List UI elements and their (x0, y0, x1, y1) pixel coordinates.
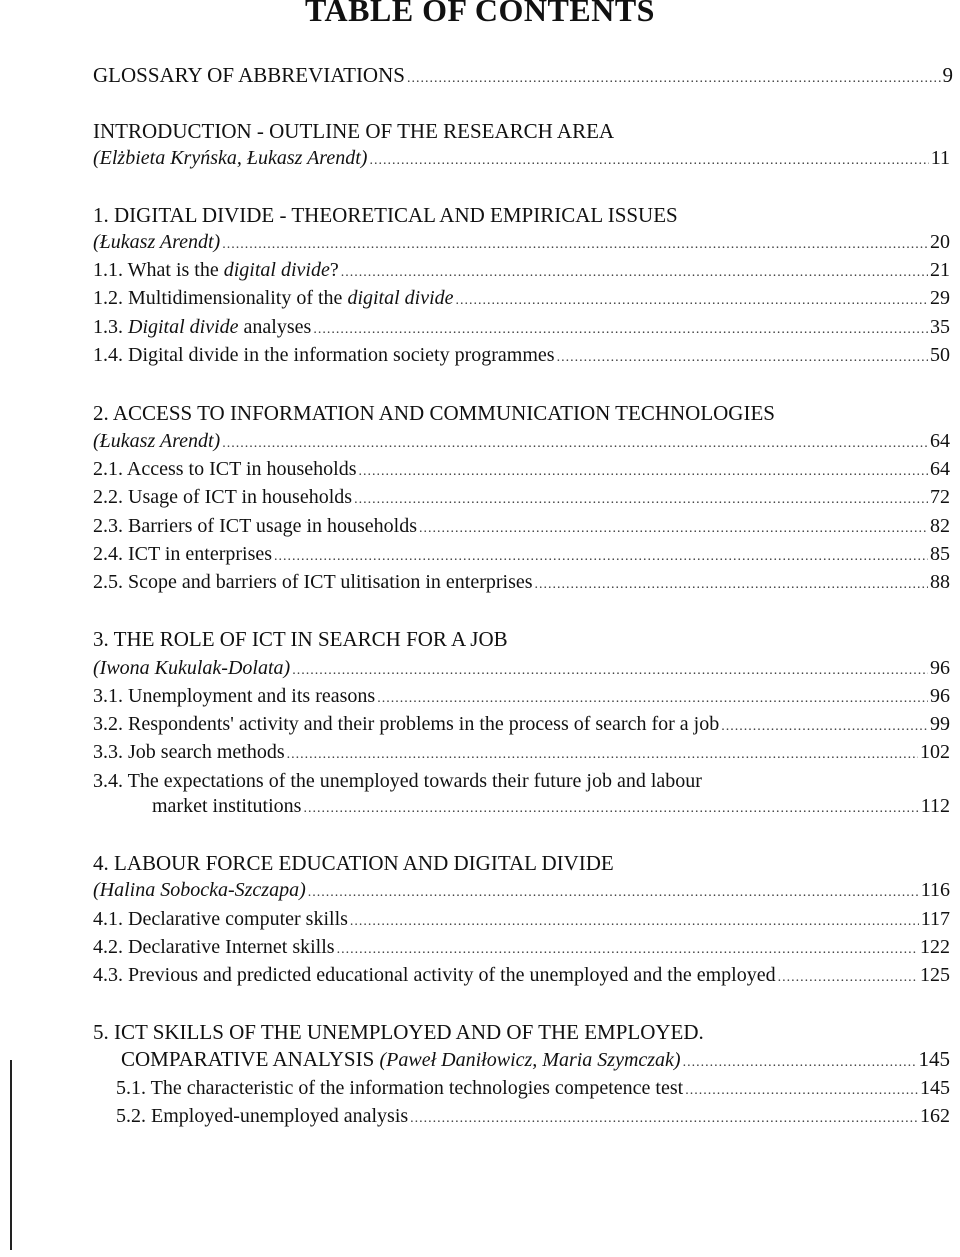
dot-leader (456, 285, 928, 314)
toc-section-3-4-cont: market institutions ..... 112 (152, 793, 950, 822)
page-number: 122 (920, 936, 950, 958)
toc-chapter-3: 3. THE ROLE OF ICT IN SEARCH FOR A JOB (93, 627, 508, 651)
toc-entry-author: (Iwona Kukulak-Dolata) ..... 96 (93, 655, 950, 684)
dot-leader (222, 428, 928, 457)
toc-entry-introduction: INTRODUCTION - OUTLINE OF THE RESEARCH AREA (93, 119, 615, 143)
toc-chapter-2: 2. ACCESS TO INFORMATION AND COMMUNICATION TECHNOLOGIES (93, 401, 775, 425)
page-number: 117 (920, 908, 950, 930)
dot-leader (274, 541, 928, 570)
toc-section-1-1: 1.1. What is the digital divide? ..... 21 (93, 257, 950, 286)
toc-section-3-1: 3.1. Unemployment and its reasons ..... 96 (93, 683, 950, 712)
toc-chapter-5-cont: COMPARATIVE ANALYSIS (Paweł Daniłowicz, Maria Szymczak) ..... 145 (121, 1046, 950, 1076)
page-number: 102 (920, 741, 950, 763)
dot-leader (369, 145, 928, 174)
page-number: 29 (930, 287, 950, 309)
toc-entry-author: (Łukasz Arendt) ..... 20 (93, 229, 950, 258)
dot-leader (222, 229, 928, 258)
toc-chapter-4: 4. LABOUR FORCE EDUCATION AND DIGITAL DIVIDE (93, 851, 614, 875)
dot-leader (313, 314, 928, 343)
page-number: 96 (930, 657, 950, 679)
page-number: 64 (930, 458, 950, 480)
dot-leader (410, 1103, 918, 1132)
dot-leader (292, 655, 928, 684)
scan-edge-line (10, 1060, 12, 1250)
dot-leader (341, 257, 928, 286)
page-number: 112 (920, 795, 950, 817)
toc-section-1-2: 1.2. Multidimensionality of the digital divide ..... 29 (93, 285, 950, 314)
page-number: 9 (942, 63, 953, 87)
page-title: TABLE OF CONTENTS (305, 0, 655, 28)
dot-leader (419, 513, 928, 542)
toc-section-4-1: 4.1. Declarative computer skills ..... 117 (93, 906, 950, 935)
dot-leader (308, 877, 919, 906)
dot-leader (350, 906, 919, 935)
page-number: 88 (930, 571, 950, 593)
toc-section-3-2: 3.2. Respondents' activity and their problems in the process of search for a job ..... 99 (93, 711, 950, 740)
toc-section-5-2: 5.2. Employed-unemployed analysis ..... 162 (116, 1103, 950, 1132)
page-number: 64 (930, 430, 950, 452)
dot-leader (287, 739, 918, 768)
page-number: 82 (930, 515, 950, 537)
toc-chapter-1: 1. DIGITAL DIVIDE - THEORETICAL AND EMPIRICAL ISSUES (93, 203, 678, 227)
dot-leader (377, 683, 928, 712)
page-number: 35 (930, 316, 950, 338)
page-number: 85 (930, 543, 950, 565)
dot-leader (354, 484, 928, 513)
toc-section-3-4: 3.4. The expectations of the unemployed towards their future job and labour (93, 770, 702, 792)
dot-leader (337, 934, 918, 963)
dot-leader (721, 711, 928, 740)
toc-section-1-3: 1.3. Digital divide analyses ..... 35 (93, 314, 950, 343)
dot-leader (683, 1046, 917, 1076)
toc-section-4-2: 4.2. Declarative Internet skills ..... 122 (93, 934, 950, 963)
page-number: 21 (930, 259, 950, 281)
toc-section-5-1: 5.1. The characteristic of the information technologies competence test ..... 145 (116, 1075, 950, 1104)
toc-entry-author: (Łukasz Arendt) ..... 64 (93, 428, 950, 457)
toc-entry-author: (Halina Sobocka-Szczapa) ..... 116 (93, 877, 950, 906)
page-number: 11 (930, 147, 950, 169)
toc-section-4-3: 4.3. Previous and predicted educational activity of the unemployed and the employed ..... 125 (93, 962, 950, 991)
page-number: 20 (930, 231, 950, 253)
toc-chapter-5: 5. ICT SKILLS OF THE UNEMPLOYED AND OF THE EMPLOYED. (93, 1020, 704, 1044)
dot-leader (685, 1075, 918, 1104)
toc-section-2-5: 2.5. Scope and barriers of ICT ulitisation in enterprises ..... 88 (93, 569, 950, 598)
page-number: 50 (930, 344, 950, 366)
toc-section-2-4: 2.4. ICT in enterprises ..... 85 (93, 541, 950, 570)
page-number: 72 (930, 486, 950, 508)
page-number: 145 (920, 1077, 950, 1099)
page-number: 145 (918, 1047, 950, 1071)
dot-leader (557, 342, 928, 371)
page-number: 125 (920, 964, 950, 986)
page-number: 162 (920, 1105, 950, 1127)
toc-entry-glossary: GLOSSARY OF ABBREVIATIONS ..... 9 (93, 62, 953, 92)
toc-section-3-3: 3.3. Job search methods ..... 102 (93, 739, 950, 768)
toc-section-1-4: 1.4. Digital divide in the information society programmes ..... 50 (93, 342, 950, 371)
toc-section-2-3: 2.3. Barriers of ICT usage in households ..... 82 (93, 513, 950, 542)
toc-entry-author: (Elżbieta Kryńska, Łukasz Arendt) ..... 11 (93, 145, 950, 174)
dot-leader (535, 569, 928, 598)
toc-section-2-1: 2.1. Access to ICT in households ..... 64 (93, 456, 950, 485)
dot-leader (778, 962, 918, 991)
dot-leader (303, 793, 918, 822)
page-number: 99 (930, 713, 950, 735)
page-number: 96 (930, 685, 950, 707)
dot-leader (359, 456, 928, 485)
dot-leader (407, 62, 941, 92)
page-number: 116 (920, 879, 950, 901)
toc-section-2-2: 2.2. Usage of ICT in households ..... 72 (93, 484, 950, 513)
